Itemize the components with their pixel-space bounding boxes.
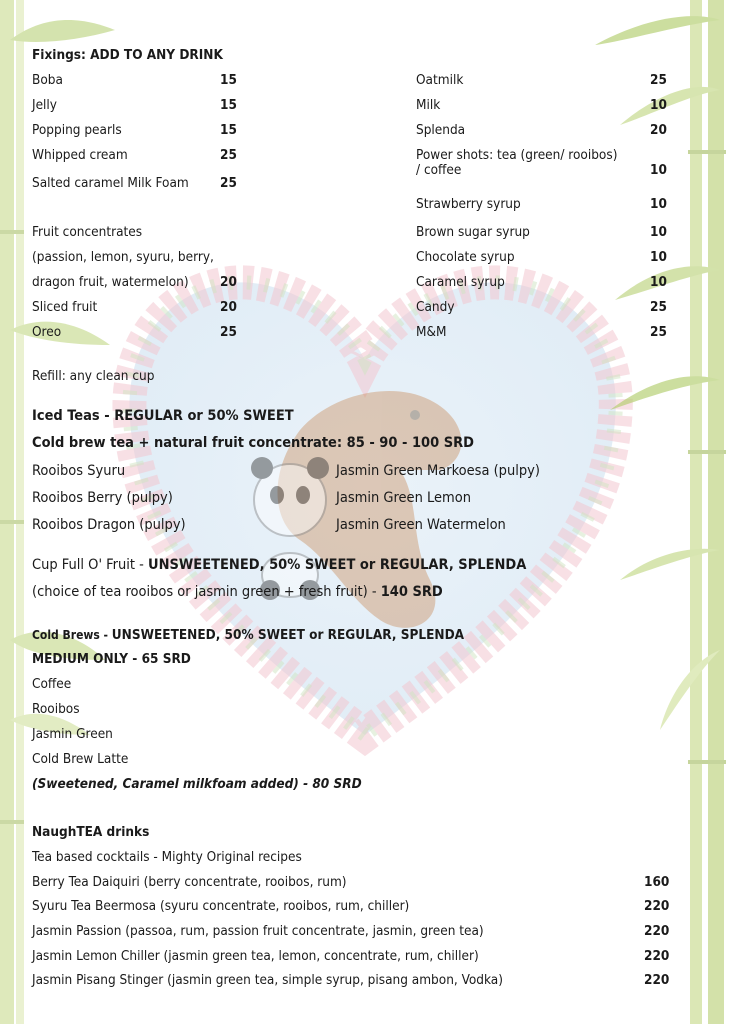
fixing-item-name: Popping pearls (32, 122, 122, 138)
cold-brews-title (32, 627, 464, 643)
fixing-item-price: 10 (650, 97, 667, 113)
fixing-item-price: 15 (220, 122, 237, 138)
fixing-item-price: 20 (650, 122, 667, 138)
cold-brew-item: Jasmin Green (32, 726, 113, 742)
cocktail-name: Berry Tea Daiquiri (berry concentrate, rooibos, rum) (32, 874, 347, 890)
fruit-concentrates-flavors: (passion, lemon, syuru, berry, (32, 249, 214, 265)
cocktail-name: Jasmin Passion (passoa, rum, passion fruit concentrate, jasmin, green tea) (32, 923, 484, 939)
fixing-item-name: M&M (416, 324, 447, 340)
cocktail-name: Jasmin Lemon Chiller (jasmin green tea, lemon, concentrate, rum, chiller) (32, 948, 479, 964)
naughtea-subtitle: Tea based cocktails - Mighty Original recipes (32, 849, 302, 865)
cold-brews-label: Cold Brews - (32, 628, 112, 642)
iced-teas-title: Iced Teas - REGULAR or 50% SWEET (32, 408, 294, 424)
refill-note: Refill: any clean cup (32, 368, 155, 384)
fixing-item-name: Caramel syrup (416, 274, 505, 290)
power-shots-label: / coffee (416, 162, 462, 178)
fixing-item-name: Brown sugar syrup (416, 224, 530, 240)
cup-full-options: UNSWEETENED, 50% SWEET or REGULAR, SPLENDA (147, 557, 527, 573)
fixing-item-name: Salted caramel Milk Foam (32, 175, 189, 191)
cup-full-price: 140 SRD (380, 584, 443, 600)
cold-brew-item: Cold Brew Latte (32, 751, 129, 767)
cocktail-price: 220 (644, 972, 670, 988)
naughtea-title: NaughTEA drinks (32, 824, 150, 840)
fixing-item-price: 25 (220, 175, 237, 191)
fixing-item-price: 10 (650, 249, 667, 265)
fixing-item-price: 25 (650, 299, 667, 315)
fixing-item-name: Splenda (416, 122, 466, 138)
fixing-item-name: Oreo (32, 324, 62, 340)
fixings-title: Fixings: ADD TO ANY DRINK (32, 47, 223, 63)
cold-brew-latte-note: (Sweetened, Caramel milkfoam added) - 80 SRD (32, 776, 362, 792)
fruit-concentrates-flavors: dragon fruit, watermelon) (32, 274, 189, 290)
cocktail-name: Jasmin Pisang Stinger (jasmin green tea, simple syrup, pisang ambon, Vodka) (32, 972, 503, 988)
fixing-item-price: 25 (650, 72, 667, 88)
iced-tea-item: Rooibos Dragon (pulpy) (32, 517, 186, 533)
cold-brews-size: MEDIUM ONLY - 65 SRD (32, 651, 191, 667)
fixing-item-price: 25 (650, 324, 667, 340)
fixing-item-name: Oatmilk (416, 72, 464, 88)
cup-full-of-fruit-line (32, 557, 526, 573)
fixing-item-name: Whipped cream (32, 147, 128, 163)
cocktail-name: Syuru Tea Beermosa (syuru concentrate, rooibos, rum, chiller) (32, 898, 410, 914)
cup-full-label: Cup Full O' Fruit - (32, 557, 148, 573)
fixing-item-price: 25 (220, 147, 237, 163)
fixing-item-name: Chocolate syrup (416, 249, 515, 265)
cocktail-price: 220 (644, 948, 670, 964)
iced-tea-item: Jasmin Green Watermelon (336, 517, 506, 533)
fixing-item-price: 15 (220, 97, 237, 113)
iced-tea-item: Rooibos Berry (pulpy) (32, 490, 173, 506)
iced-tea-item: Jasmin Green Markoesa (pulpy) (336, 463, 540, 479)
fixing-item-price: 10 (650, 224, 667, 240)
power-shots-label: Power shots: tea (green/ rooibos) (416, 147, 618, 163)
fixing-item-price: 20 (220, 299, 237, 315)
cold-brews-options: UNSWEETENED, 50% SWEET or REGULAR, SPLENDA (111, 627, 465, 643)
iced-teas-subtitle: Cold brew tea + natural fruit concentrate: 85 - 90 - 100 SRD (32, 435, 474, 451)
fixing-item-name: Jelly (32, 97, 57, 113)
fruit-concentrates-price: 20 (220, 274, 237, 290)
fixing-item-price: 10 (650, 196, 667, 212)
fixing-item-price: 15 (220, 72, 237, 88)
iced-tea-item: Rooibos Syuru (32, 463, 126, 479)
fixing-item-price: 10 (650, 274, 667, 290)
fixing-item-price: 25 (220, 324, 237, 340)
cocktail-price: 220 (644, 923, 670, 939)
cocktail-price: 160 (644, 874, 670, 890)
cup-full-choice: (choice of tea rooibos or jasmin green + fresh fruit) - (32, 584, 381, 600)
fixing-item-name: Candy (416, 299, 455, 315)
cold-brew-item: Rooibos (32, 701, 80, 717)
cold-brew-item: Coffee (32, 676, 72, 692)
power-shots-price: 10 (650, 162, 667, 178)
fixing-item-name: Milk (416, 97, 441, 113)
cup-full-choice-line (32, 584, 443, 600)
fruit-concentrates-label: Fruit concentrates (32, 224, 143, 240)
cocktail-price: 220 (644, 898, 670, 914)
fixing-item-name: Strawberry syrup (416, 196, 521, 212)
fixing-item-name: Boba (32, 72, 63, 88)
iced-tea-item: Jasmin Green Lemon (336, 490, 471, 506)
fixing-item-name: Sliced fruit (32, 299, 98, 315)
